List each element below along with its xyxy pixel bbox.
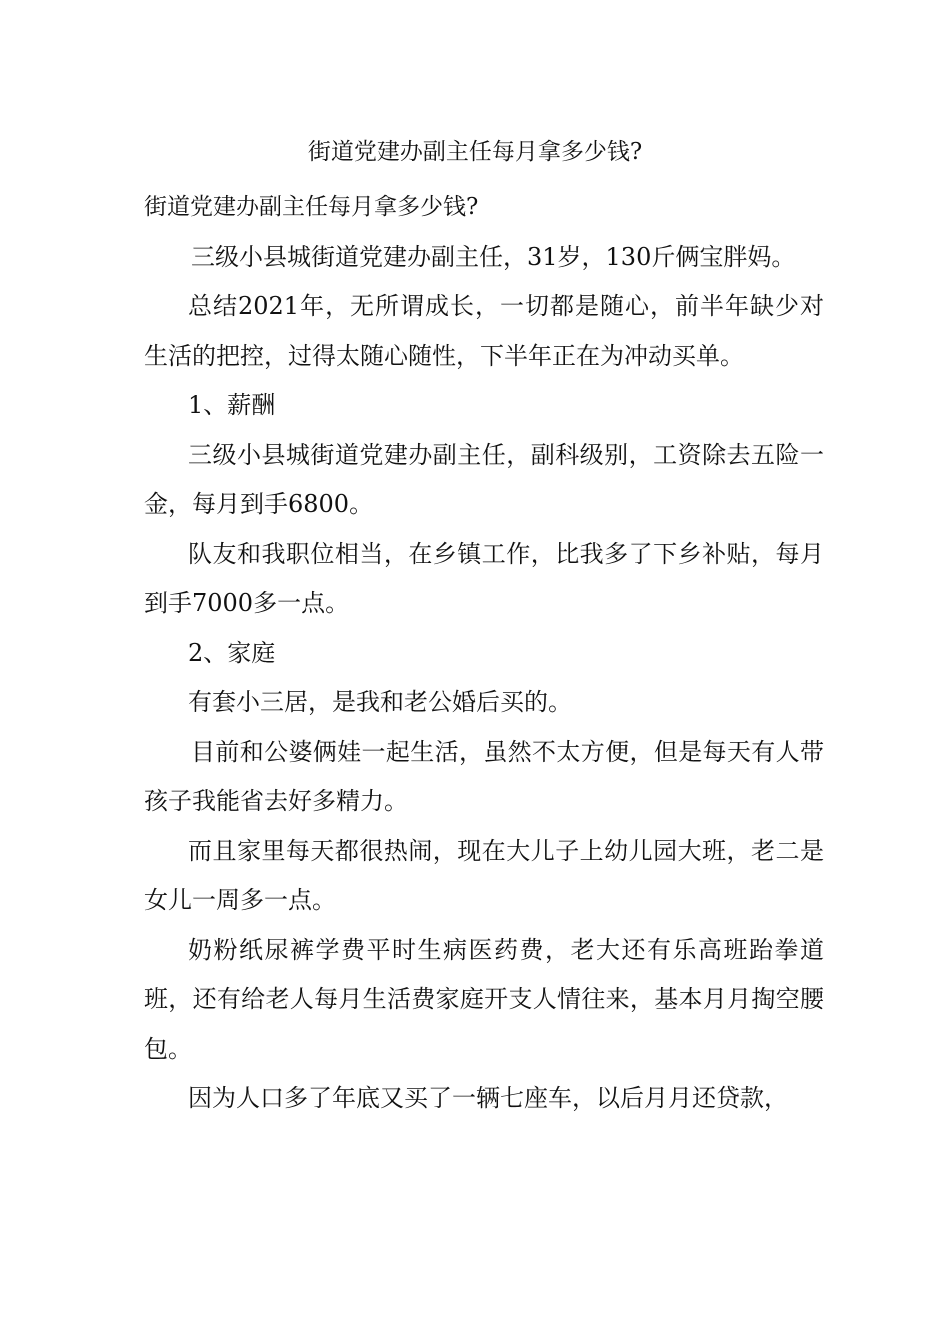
paragraph: 有套小三居，是我和老公婚后买的。 — [188, 688, 572, 716]
paragraph: 三级小县城街道党建办副主任，副科级别，工资除去五险一金，每月到手6800。 — [144, 440, 824, 518]
paragraph-subtitle: 街道党建办副主任每月拿多少钱? — [144, 194, 479, 220]
section-heading-family: 2、家庭 — [188, 638, 276, 667]
document-body — [144, 183, 824, 1124]
paragraph: 队友和我职位相当，在乡镇工作，比我多了下乡补贴，每月到手7000多一点。 — [144, 539, 824, 617]
paragraph: 奶粉纸尿裤学费平时生病医药费，老大还有乐高班跆拳道班，还有给老人每月生活费家庭开支人情往来，基本月月掏空腰包。 — [144, 935, 824, 1063]
paragraph: 三级小县城街道党建办副主任，31岁，130斤俩宝胖妈。 — [191, 242, 796, 271]
paragraph: 总结2021年，无所谓成长，一切都是随心，前半年缺少对生活的把控，过得太随心随性，下半年正在为冲动买单。 — [144, 292, 824, 370]
document-title: 街道党建办副主任每月拿多少钱? — [307, 139, 643, 165]
paragraph: 因为人口多了年底又买了一辆七座车，以后月月还贷款， — [188, 1084, 788, 1112]
section-heading-salary: 1、薪酬 — [188, 391, 276, 419]
paragraph: 目前和公婆俩娃一起生活，虽然不太方便，但是每天有人带孩子我能省去好多精力。 — [144, 737, 824, 815]
paragraph: 而且家里每天都很热闹，现在大儿子上幼儿园大班，老二是女儿一周多一点。 — [144, 836, 824, 914]
